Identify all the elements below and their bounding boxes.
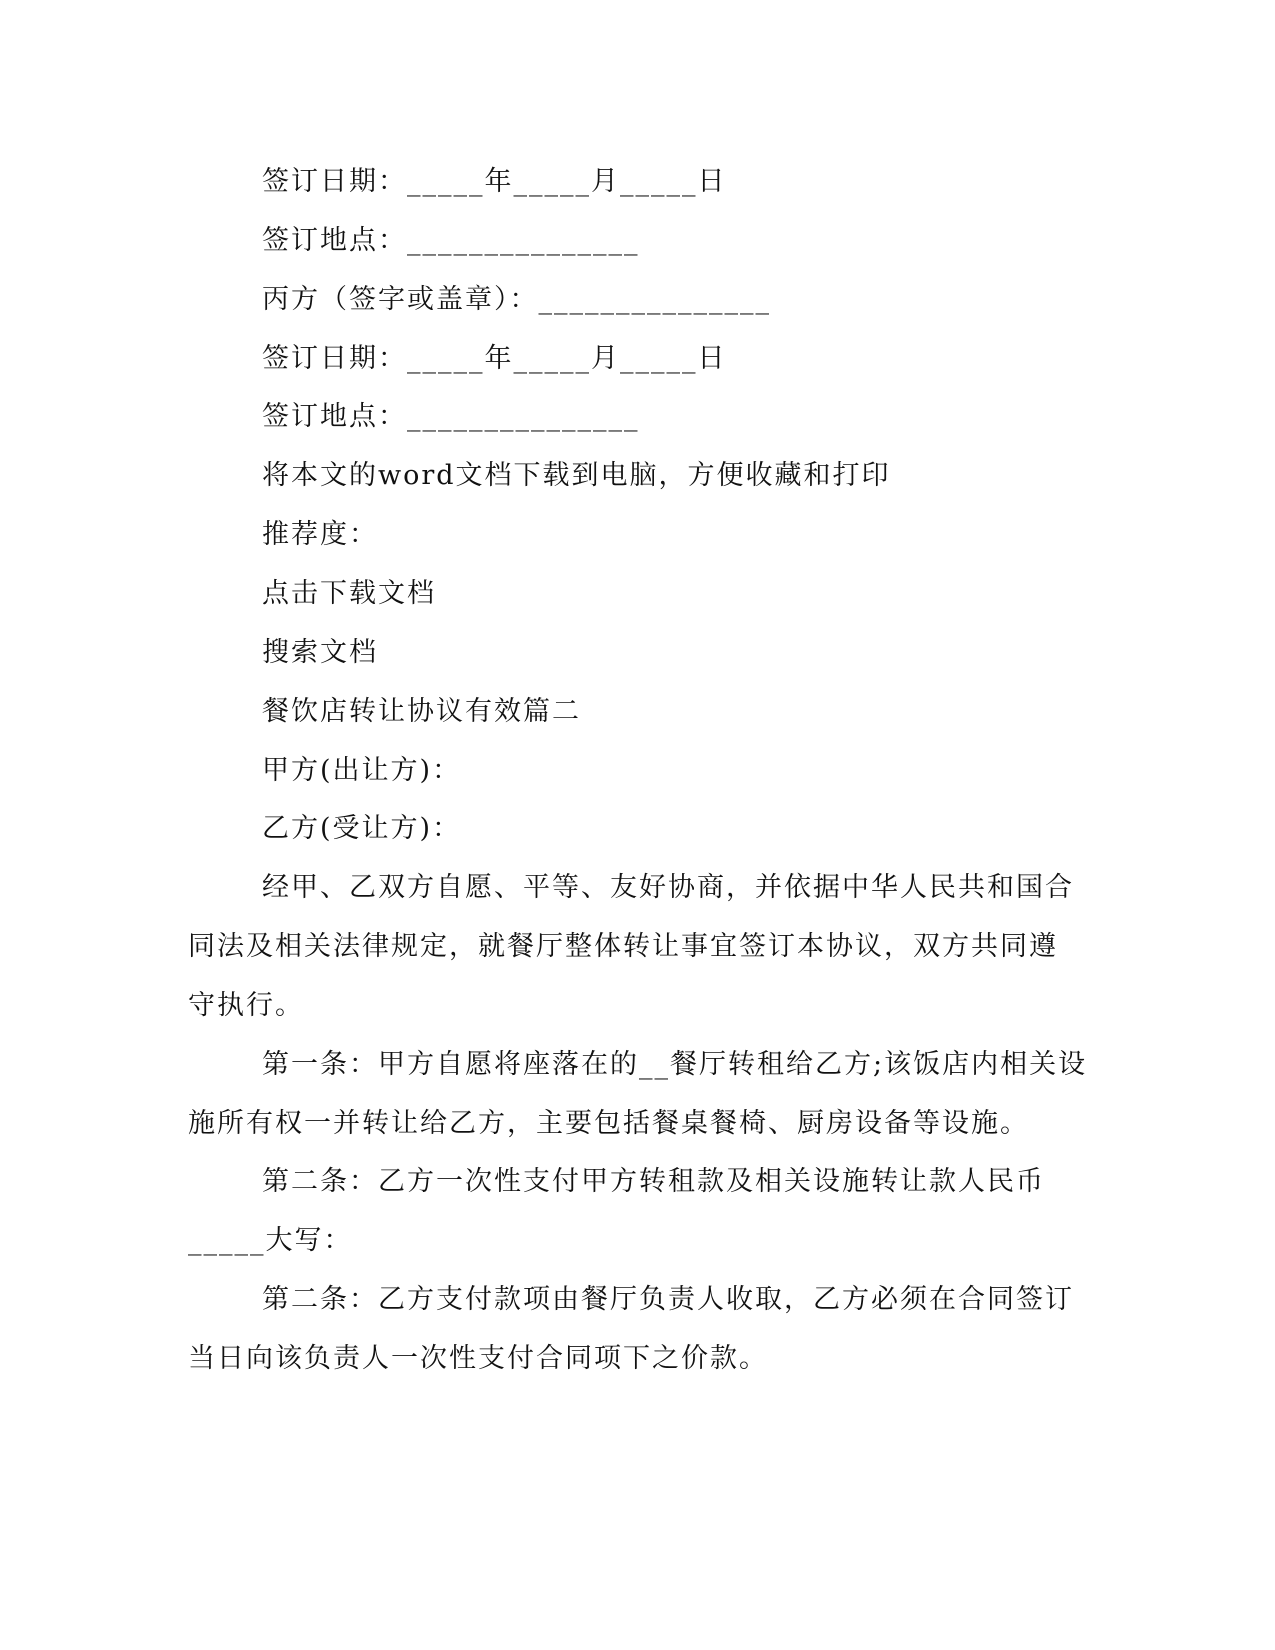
recommendation-label: 推荐度： [262,519,378,550]
sign-date-line-1: 签订日期：_____年_____月_____日 [262,166,727,197]
download-note: 将本文的word文档下载到电脑，方便收藏和打印 [262,460,891,491]
party-c-signature-line: 丙方（签字或盖章）：_______________ [262,284,771,315]
download-document-link[interactable]: 点击下载文档 [262,578,436,609]
article-1-line-1: 第一条：甲方自愿将座落在的__餐厅转租给乙方;该饭店内相关设 [262,1049,1088,1080]
article-1-line-2: 施所有权一并转让给乙方，主要包括餐桌餐椅、厨房设备等设施。 [188,1108,1029,1139]
article-2-line-1: 第二条：乙方一次性支付甲方转租款及相关设施转让款人民币 [262,1166,1045,1197]
party-a-line: 甲方(出让方)： [262,755,462,786]
preamble-line-2: 同法及相关法律规定，就餐厅整体转让事宜签订本协议，双方共同遵 [188,931,1058,962]
section-title: 餐饮店转让协议有效篇二 [262,696,581,727]
sign-place-line-2: 签订地点：_______________ [262,401,640,432]
search-document-link[interactable]: 搜索文档 [262,637,378,668]
article-2b-line-2: 当日向该负责人一次性支付合同项下之价款。 [188,1343,768,1374]
sign-date-line-2: 签订日期：_____年_____月_____日 [262,343,727,374]
party-b-line: 乙方(受让方)： [262,813,462,844]
sign-place-line-1: 签订地点：_______________ [262,225,640,256]
preamble-line-3: 守执行。 [188,990,304,1021]
preamble-line-1: 经甲、乙双方自愿、平等、友好协商，并依据中华人民共和国合 [262,872,1074,903]
article-2-line-2: _____大写： [188,1225,353,1256]
article-2b-line-1: 第二条：乙方支付款项由餐厅负责人收取，乙方必须在合同签订 [262,1284,1074,1315]
